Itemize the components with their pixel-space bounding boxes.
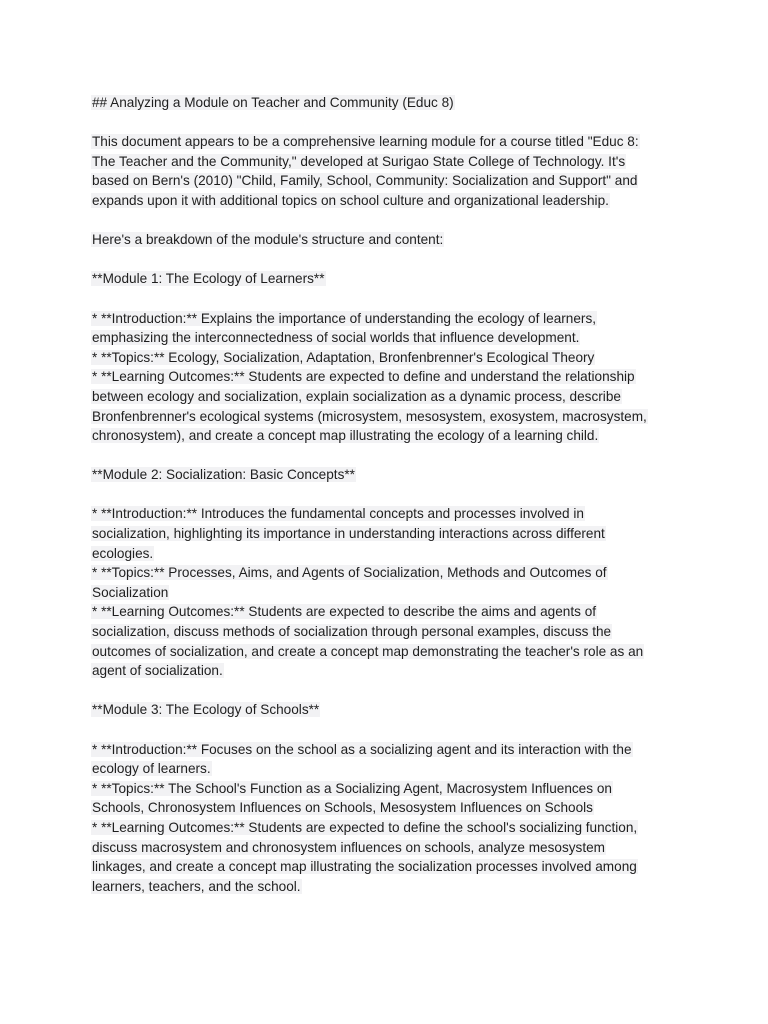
module-line: [91, 838, 691, 858]
module-line-text: linkages, and create a concept map illustrating the socialization processes involved among: [92, 859, 637, 875]
module-line-text: ecologies.: [92, 545, 154, 561]
intro-line-text: based on Bern's (2010) "Child, Family, School, Community: Socialization and Support" and: [92, 173, 638, 189]
module-line: [91, 602, 691, 622]
module-heading: [91, 269, 691, 289]
module-line-text: * **Introduction:** Explains the importance of understanding the ecology of learners,: [92, 310, 597, 326]
spacer: [91, 289, 691, 309]
module-line-text: socialization, highlighting its importance in understanding interactions across different: [92, 526, 605, 542]
module-section: [91, 465, 691, 681]
module-line-text: Bronfenbrenner's ecological systems (microsystem, mesosystem, exosystem, macrosystem,: [92, 408, 647, 424]
spacer: [91, 113, 691, 133]
module-heading-text: **Module 3: The Ecology of Schools**: [92, 702, 320, 718]
module-line-text: * **Introduction:** Introduces the fundamental concepts and processes involved in: [92, 506, 584, 522]
spacer: [91, 720, 691, 740]
module-section: [91, 269, 691, 445]
module-line-text: learners, teachers, and the school.: [92, 878, 301, 894]
module-line: [91, 642, 691, 662]
module-line: [91, 583, 691, 603]
module-line: [91, 524, 691, 544]
module-line-text: Socialization: [92, 584, 169, 600]
module-line-text: * **Introduction:** Focuses on the school as a socializing agent and its interaction with the: [92, 741, 632, 757]
module-line-text: ecology of learners.: [92, 761, 211, 777]
module-line: [91, 387, 691, 407]
module-line-text: * **Learning Outcomes:** Students are expected to describe the aims and agents of: [92, 604, 597, 620]
spacer: [91, 211, 691, 231]
module-line-text: agent of socialization.: [92, 663, 223, 679]
spacer: [91, 250, 691, 270]
module-line-text: between ecology and socialization, explain socialization as a dynamic process, describe: [92, 388, 621, 404]
module-line-text: * **Topics:** Ecology, Socialization, Adaptation, Bronfenbrenner's Ecological Theory: [92, 349, 595, 365]
intro-line-text: expands upon it with additional topics on school culture and organizational leadership.: [92, 192, 609, 208]
spacer: [91, 681, 691, 701]
module-heading-text: **Module 2: Socialization: Basic Concepts**: [92, 467, 355, 483]
module-line-text: emphasizing the interconnectedness of social worlds that influence development.: [92, 330, 580, 346]
module-line-text: Schools, Chronosystem Influences on Schools, Mesosystem Influences on Schools: [92, 800, 593, 816]
document-title: [91, 93, 691, 113]
module-line-text: outcomes of socialization, and create a concept map demonstrating the teacher's role as an: [92, 643, 644, 659]
document-body: [91, 93, 691, 896]
module-line: [91, 877, 691, 897]
module-line: [91, 759, 691, 779]
module-line: [91, 309, 691, 329]
module-line: [91, 348, 691, 368]
intro-line-text: The Teacher and the Community," developed at Surigao State College of Technology. It's: [92, 153, 626, 169]
module-line: [91, 367, 691, 387]
intro-line: [91, 132, 691, 152]
breakdown-line: [91, 230, 691, 250]
module-heading: [91, 465, 691, 485]
breakdown-text: Here's a breakdown of the module's structure and content:: [92, 232, 444, 248]
module-line: [91, 857, 691, 877]
module-line: [91, 779, 691, 799]
module-heading-text: **Module 1: The Ecology of Learners**: [92, 271, 325, 287]
spacer: [91, 485, 691, 505]
module-heading: [91, 700, 691, 720]
module-line: [91, 407, 691, 427]
module-line: [91, 504, 691, 524]
module-line-text: * **Learning Outcomes:** Students are expected to define the school's socializing function,: [92, 819, 638, 835]
module-line-text: * **Topics:** Processes, Aims, and Agents of Socialization, Methods and Outcomes of: [92, 565, 607, 581]
module-line: [91, 563, 691, 583]
module-line-text: socialization, discuss methods of socialization through personal examples, discuss the: [92, 624, 612, 640]
title-text: ## Analyzing a Module on Teacher and Community (Educ 8): [92, 95, 454, 110]
module-section: [91, 700, 691, 896]
module-line: [91, 622, 691, 642]
intro-line: [91, 171, 691, 191]
module-line: [91, 544, 691, 564]
module-line: [91, 818, 691, 838]
intro-line: [91, 191, 691, 211]
module-line: [91, 740, 691, 760]
module-line-text: discuss macrosystem and chronosystem influences on schools, analyze mesosystem: [92, 839, 606, 855]
module-line: [91, 798, 691, 818]
module-line-text: * **Topics:** The School's Function as a Socializing Agent, Macrosystem Influences on: [92, 780, 612, 796]
module-line: [91, 661, 691, 681]
intro-line: [91, 152, 691, 172]
module-line-text: chronosystem), and create a concept map illustrating the ecology of a learning child.: [92, 428, 599, 444]
intro-line-text: This document appears to be a comprehensive learning module for a course titled "Educ 8:: [92, 134, 639, 150]
module-line: [91, 426, 691, 446]
module-line: [91, 328, 691, 348]
module-line-text: * **Learning Outcomes:** Students are expected to define and understand the relationship: [92, 369, 635, 385]
intro-paragraph: [91, 132, 691, 210]
spacer: [91, 446, 691, 466]
